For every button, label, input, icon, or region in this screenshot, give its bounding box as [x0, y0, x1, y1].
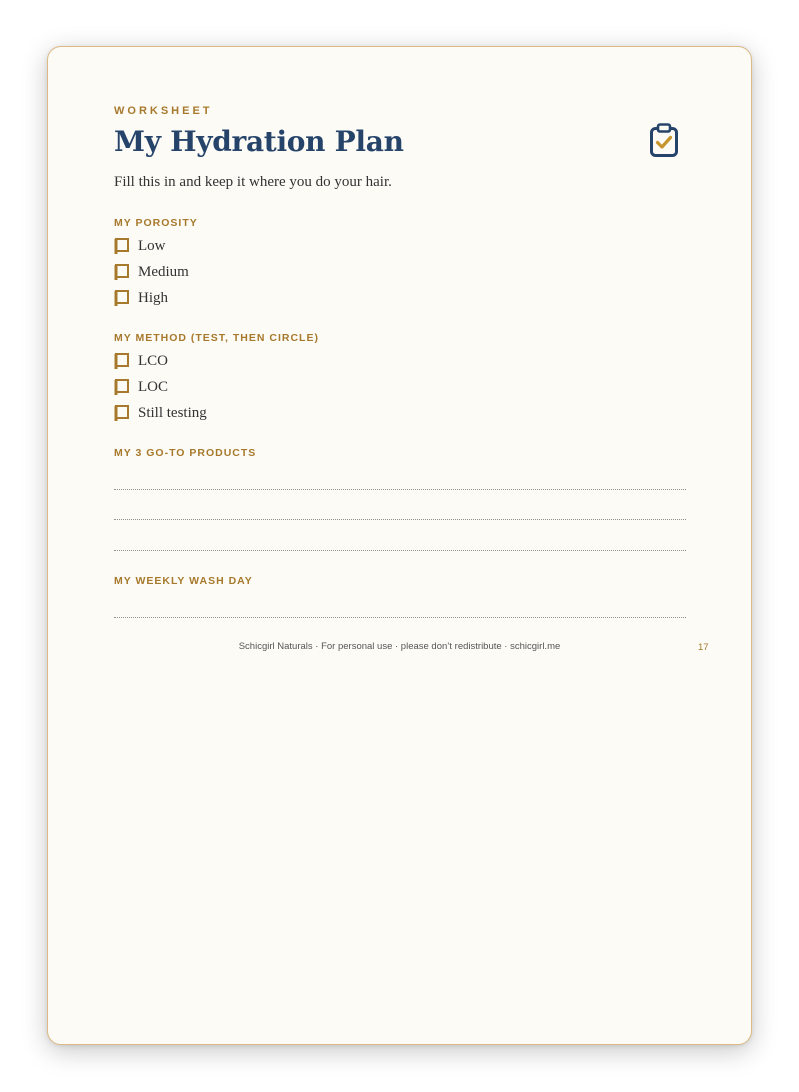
checkbox-icon[interactable] [114, 404, 130, 422]
products-section-label: MY 3 GO-TO PRODUCTS [114, 447, 257, 459]
product-write-line-3[interactable] [114, 550, 686, 551]
porosity-option-medium[interactable] [114, 262, 189, 282]
option-label: LOC [138, 378, 168, 395]
page-number: 17 [698, 642, 709, 653]
option-label: Medium [138, 263, 189, 280]
checkbox-icon[interactable] [114, 352, 130, 370]
product-write-line-2[interactable] [114, 519, 686, 520]
method-option-still-testing[interactable] [114, 403, 207, 423]
checkbox-icon[interactable] [114, 237, 130, 255]
method-section-label: MY METHOD (TEST, THEN CIRCLE) [114, 332, 319, 344]
option-label: High [138, 289, 168, 306]
porosity-option-high[interactable] [114, 288, 168, 308]
option-label: LCO [138, 352, 168, 369]
eyebrow-label: WORKSHEET [114, 105, 213, 117]
wash-day-write-line[interactable] [114, 617, 686, 618]
porosity-section-label: MY POROSITY [114, 217, 198, 229]
checkbox-icon[interactable] [114, 378, 130, 396]
clipboard-check-icon [649, 123, 679, 157]
wash-day-section-label: MY WEEKLY WASH DAY [114, 575, 253, 587]
option-label: Low [138, 237, 166, 254]
worksheet-page [47, 46, 752, 1045]
product-write-line-1[interactable] [114, 489, 686, 490]
page-title: My Hydration Plan [114, 125, 404, 158]
checkbox-icon[interactable] [114, 263, 130, 281]
method-option-loc[interactable] [114, 377, 168, 397]
method-option-lco[interactable] [114, 351, 168, 371]
porosity-option-low[interactable] [114, 236, 166, 256]
checkbox-icon[interactable] [114, 289, 130, 307]
page-footer: Schicgirl Naturals · For personal use · please don’t redistribute · schicgirl.me [238, 641, 561, 652]
option-label: Still testing [138, 404, 207, 421]
page-subtitle: Fill this in and keep it where you do your hair. [114, 174, 392, 190]
